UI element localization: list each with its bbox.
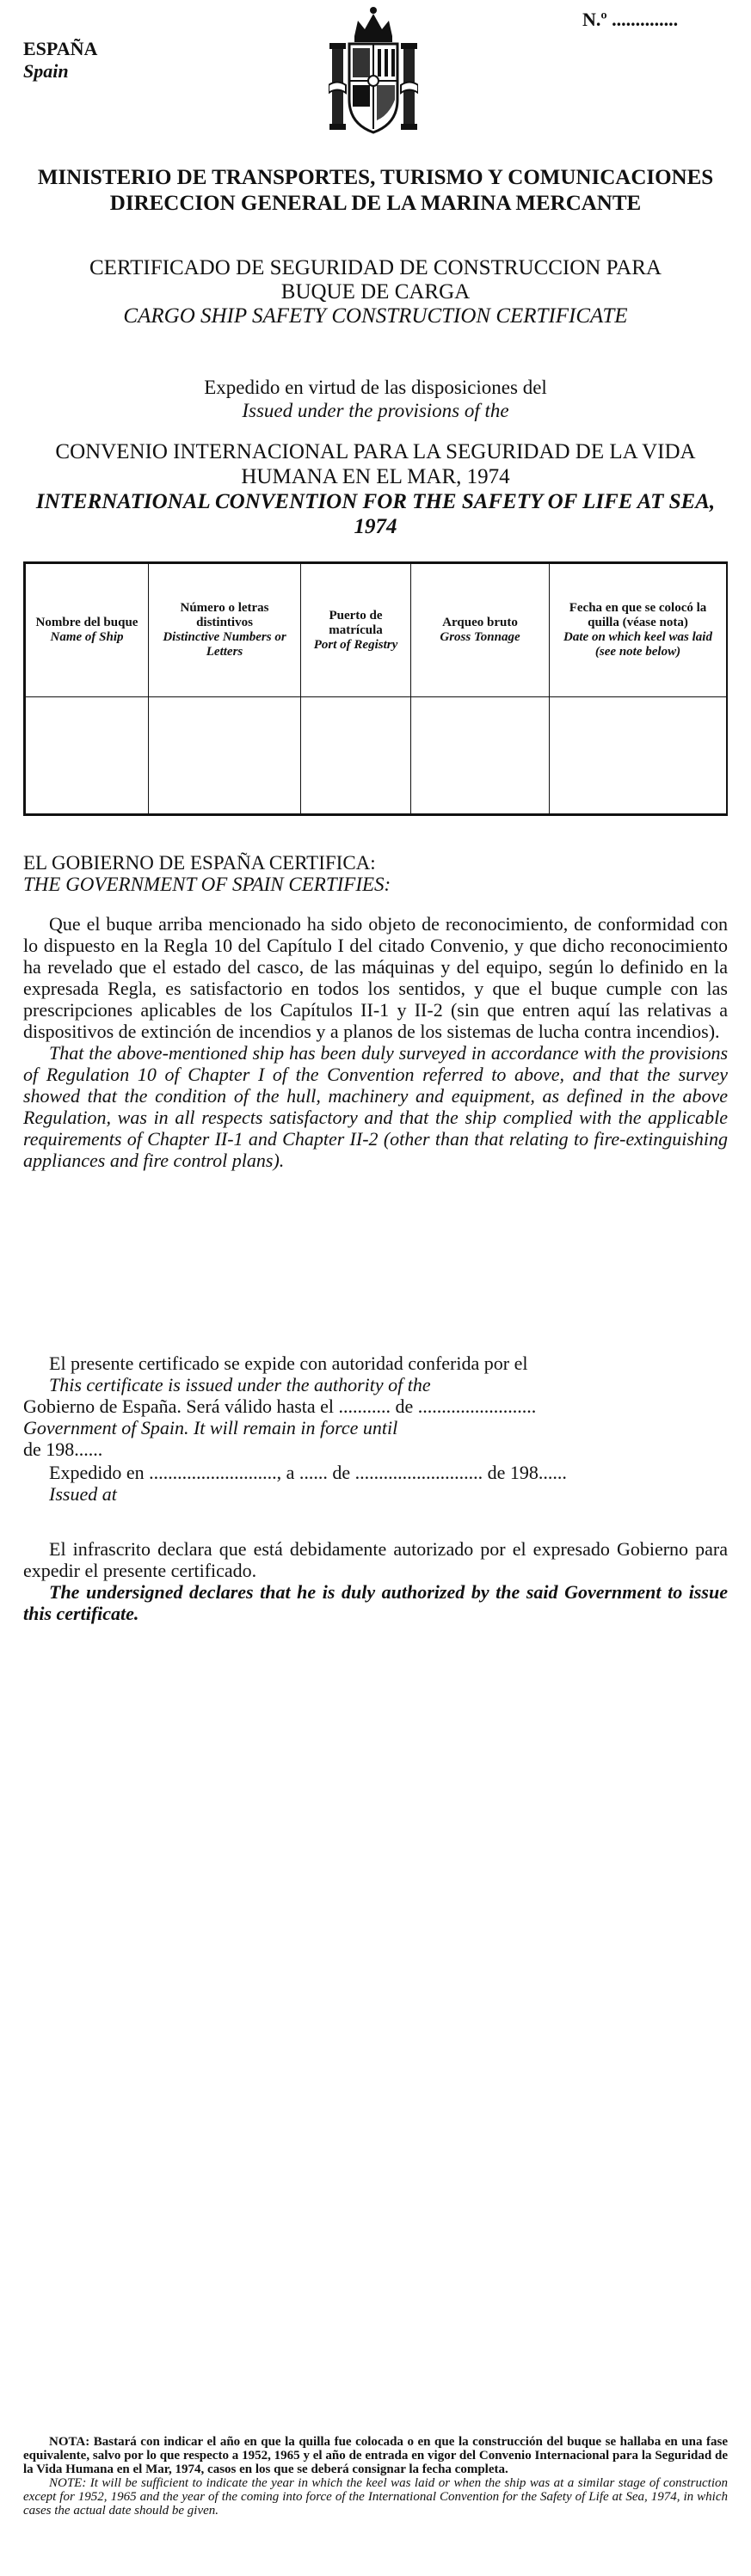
certificate-title-es-line2: BUQUE DE CARGA: [280, 280, 471, 304]
footnote-es: NOTA: Bastará con indicar el año en que la quilla fue colocada o en que la construcción del buque se hallaba en una fase equivalente, salvo por lo que respecto a 1952, 1965 y el año de entrada en vigor del Convenio Internacional para la Seguridad de la Vida Humana en el Mar, 1974, casos en los que se deberá consignar la fecha completa.: [23, 2435, 728, 2476]
port-of-registry-cell[interactable]: [301, 697, 411, 814]
country-name-en: Spain: [23, 60, 69, 82]
country-name-es: ESPAÑA: [23, 38, 98, 59]
ship-name-cell[interactable]: [26, 697, 149, 814]
certificate-title-en: CARGO SHIP SAFETY CONSTRUCTION CERTIFICATE: [123, 304, 628, 328]
survey-statement: [23, 913, 728, 1171]
authority-line2-en: Government of Spain. It will remain in force until: [23, 1417, 398, 1438]
keel-date-cell[interactable]: [550, 697, 727, 814]
convention-title: [17, 439, 734, 539]
declaration-es: El infrascrito declara que está debidamente autorizado por el expresado Gobierno para expedir el presente certificado.: [23, 1538, 728, 1581]
validity-year: de 198......: [23, 1438, 103, 1460]
issued-under-en: Issued under the provisions of the: [242, 400, 509, 421]
directorate-name: DIRECCION GENERAL DE LA MARINA MERCANTE: [109, 192, 642, 215]
government-certifies-es: EL GOBIERNO DE ESPAÑA CERTIFICA:: [23, 852, 376, 874]
column-header-gross-tonnage: Arqueo bruto Gross Tonnage: [411, 564, 550, 697]
certificate-number: N.º ..............: [582, 9, 679, 30]
column-header-keel-date: Fecha en que se colocó la quilla (véase nota) Date on which keel was laid (see note below): [550, 564, 727, 697]
table-header-row: [26, 564, 727, 697]
convention-title-es: CONVENIO INTERNACIONAL PARA LA SEGURIDAD DE LA VIDA HUMANA EN EL MAR, 1974: [55, 440, 696, 488]
issued-at-block: [23, 1462, 728, 1505]
issued-at-en: Issued at: [49, 1483, 117, 1505]
column-header-ship-name: Nombre del buque Name of Ship: [26, 564, 149, 697]
issued-at-es: Expedido en ..........................., a ...... de ........................... de 198......: [49, 1462, 567, 1483]
ministry-header: [0, 165, 751, 217]
convention-title-en: INTERNATIONAL CONVENTION FOR THE SAFETY OF LIFE AT SEA, 1974: [35, 490, 716, 538]
survey-statement-en: That the above-mentioned ship has been duly surveyed in accordance with the provisions of Regulation 10 of Chapter I of the Convention referred to above, and that the survey showed that the condition of the hull, machinery and equipment, as defined in the above Regulation, was in all respects satisfactory and that the ship complied with the applicable requirements of Chapter II-1 and Chapter II-2 (other than that relating to fire-extinguishing appliances and fire control plans).: [23, 1042, 728, 1171]
column-header-distinctive-letters: Número o letras distintivos Distinctive Numbers or Letters: [149, 564, 301, 697]
issued-under: [0, 376, 751, 422]
certificate-title-es-line1: CERTIFICADO DE SEGURIDAD DE CONSTRUCCION PARA: [89, 256, 662, 279]
gross-tonnage-cell[interactable]: [411, 697, 550, 814]
country-block: [23, 38, 97, 83]
footnote-en: NOTE: It will be sufficient to indicate the year in which the keel was laid or when the ship was at a similar stage of construction except for 1952, 1965 and the year of the coming into force of the International Convention for the Safety of Life at Sea, 1974, in which cases the actual date should be given.: [23, 2476, 728, 2518]
survey-statement-es: Que el buque arriba mencionado ha sido objeto de reconocimiento, de conformidad con lo dispuesto en la Regla 10 del Capítulo I del citado Convenio, y que dicho reconocimiento ha revelado que el estado del casco, de las máquinas y del equipo, según lo definido en la expresada Regla, es satisfactorio en todos los sentidos, y que el buque cumple con las prescripciones aplicables de los Capítulos II-1 y II-2 (sin que entren aquí las relativas a dispositivos de extinción de incendios y a planos de los sistemas de lucha contra incendios).: [23, 913, 728, 1042]
ship-particulars-table: [23, 561, 728, 816]
column-header-port-of-registry: Puerto de matrícula Port of Registry: [301, 564, 411, 697]
declaration: [23, 1538, 728, 1624]
issued-under-es: Expedido en virtud de las disposiciones del: [204, 377, 547, 398]
authority-line1-en: This certificate is issued under the authority of the: [49, 1374, 431, 1395]
authority-block: [23, 1352, 728, 1460]
government-certifies: [23, 852, 391, 895]
table-row: [26, 697, 727, 814]
ministry-name: MINISTERIO DE TRANSPORTES, TURISMO Y COMUNICACIONES: [37, 166, 714, 189]
distinctive-letters-cell[interactable]: [149, 697, 301, 814]
spanish-coat-of-arms-icon: [329, 3, 418, 143]
authority-line1-es: El presente certificado se expide con autoridad conferida por el: [49, 1352, 528, 1374]
government-certifies-en: THE GOVERNMENT OF SPAIN CERTIFIES:: [23, 874, 391, 895]
footnote: [23, 2435, 728, 2518]
declaration-en: The undersigned declares that he is duly authorized by the said Government to issue this certificate.: [23, 1581, 728, 1624]
certificate-title: [0, 256, 751, 328]
authority-line2-es: Gobierno de España. Será válido hasta el ........... de .........................: [23, 1395, 537, 1417]
